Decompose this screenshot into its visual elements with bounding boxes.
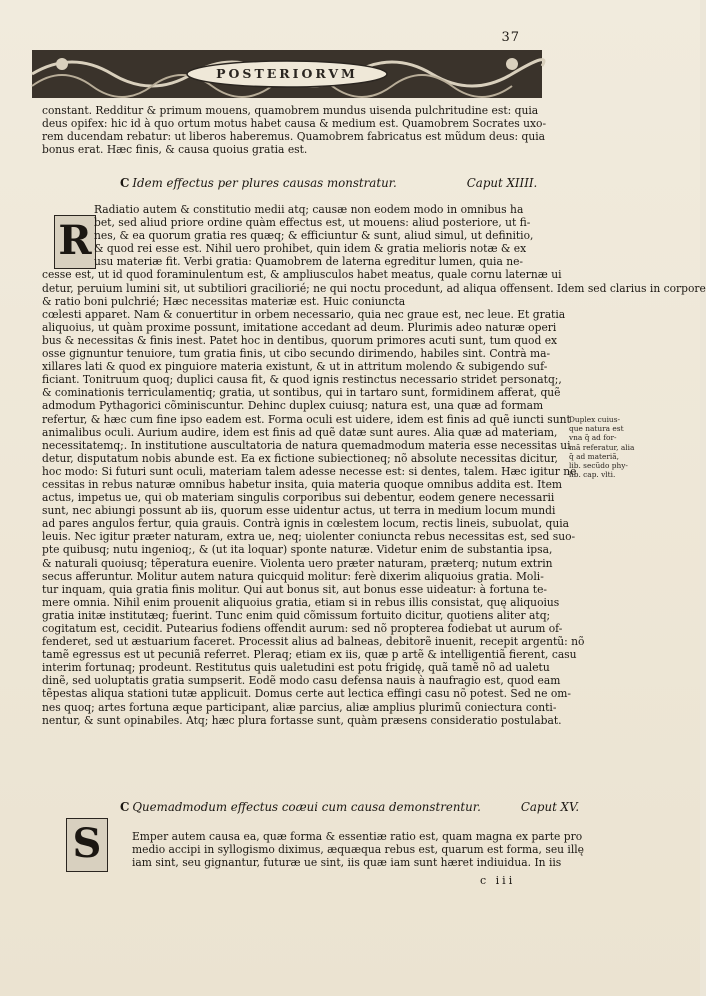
text-line: ad pares angulos fertur, quia grauis. Contrà ignis in cœlestem locum, rectis lineis, subuolat, quia bbox=[42, 517, 570, 531]
ornamental-headband bbox=[32, 46, 542, 102]
running-title: POSTERIORVM bbox=[216, 66, 358, 81]
decorated-initial bbox=[66, 818, 108, 872]
intro-paragraph bbox=[42, 104, 547, 157]
text-line: tamẽ egressus est ut pecuniã referret. Pleraq; etiam ex iis, quæ p artẽ & intelligentiã fierent, casu bbox=[42, 648, 577, 662]
text-line: admodum Pythagorici cõminiscuntur. Dehinc duplex cuiusq; natura est, una quæ ad formam bbox=[42, 399, 544, 413]
text-line: deus opifex: hic id à quo ortum motus habet causa & medium est. Quamobrem Socrates uxo- bbox=[42, 117, 547, 131]
text-line: detur, disputatum nobis abunde est. Ea ex fictione subiectioneq; nõ absolute necessitas dicitur, bbox=[42, 451, 558, 465]
text-line: cœlesti apparet. Nam & conuertitur in orbem necessario, quia nec graue est, nec leue. Et gratia bbox=[42, 307, 566, 321]
text-line: bonus erat. Hæc finis, & causa quoius gratia est. bbox=[42, 143, 308, 157]
text-line: cesse est, ut id quod foraminulentum est, & ampliusculos habet meatus, quale cornu laternæ ui bbox=[42, 268, 562, 282]
chapter-heading-xiiii bbox=[120, 176, 540, 190]
page-number: 37 bbox=[501, 30, 520, 45]
text-line: Emper autem causa ea, quæ forma & essentiæ ratio est, quam magna ex parte pro bbox=[132, 830, 583, 843]
heading-text: Quemadmodum effectus coæui cum causa demonstrentur. bbox=[132, 800, 481, 814]
margin-note-line: lib. cap. vlti. bbox=[569, 470, 616, 480]
text-line: cessitas in rebus naturæ omnibus habetur insita, quia materia quoque omnibus addita est. Item bbox=[42, 477, 563, 491]
text-line: medio accipi in syllogismo diximus, æquæqua rebus est, quarum est forma, seu illę bbox=[132, 843, 585, 857]
pilcrow-mark: C bbox=[120, 800, 130, 814]
text-line: bus & necessitas & finis inest. Patet hoc in dentibus, quorum primores acuti sunt, tum quod ex bbox=[42, 333, 558, 347]
text-line: usu materiæ fit. Verbi gratia: Quamobrem de laterna egreditur lumen, quia ne- bbox=[94, 255, 524, 269]
text-line: & naturali quoiusq; tẽperatura euenire. Violenta uero præter naturam, præterq; nutum extrin bbox=[42, 556, 553, 570]
margin-note-line: que natura est bbox=[569, 424, 624, 434]
caput-label: Caput XIIII. bbox=[466, 176, 538, 190]
marginal-note bbox=[569, 415, 659, 479]
pilcrow-mark: C bbox=[120, 176, 130, 190]
text-line: nentur, & sunt opinabiles. Atq; hæc plura fortasse sunt, quàm præsens consideratio postulabat. bbox=[42, 713, 562, 727]
margin-note-line: q̃ ad materiã, bbox=[569, 451, 619, 461]
text-line: interim fortunaq; prodeunt. Restitutus quis ualetudini est potu frigidę, quã tamẽ nõ ad ualetu bbox=[42, 661, 550, 675]
text-line: gratia initæ institutæq; fuerint. Tunc enim quid cõmissum fortuito dicitur, quotiens aliter atq; bbox=[42, 608, 551, 622]
caput-label: Caput XV. bbox=[520, 800, 580, 814]
section-xv-text bbox=[132, 830, 585, 870]
text-line: iam sint, seu gignantur, futuræ ue sint, iis quæ iam sunt hæret indiuidua. In iis bbox=[132, 856, 562, 870]
margin-note-line: lib. secũdo phy- bbox=[569, 461, 628, 471]
text-line: tẽpestas aliqua stationi tutæ applicuit. Domus certe aut lectica effingi casu nõ potest. Sed ne om- bbox=[42, 687, 572, 701]
text-line: hoc modo: Si futuri sunt oculi, materiam talem adesse necesse est: si dentes, talem. Hæc igitur ne bbox=[42, 464, 577, 478]
text-line: ficiant. Tonitruum quoq; duplici causa fit, & quod ignis restinctus necessario stridet personatq;, bbox=[42, 373, 562, 387]
margin-note-line: vna q̃ ad for- bbox=[569, 433, 617, 443]
initial-letter: S bbox=[72, 820, 102, 867]
signature-mark: c iii bbox=[480, 874, 516, 887]
text-line: xillares lati & quod ex pinguiore materia existunt, & ut in attritum molendo & subigendo suf- bbox=[42, 360, 548, 374]
text-line: necessitatemq;. In institutione auscultatoria de natura quemadmodum materia esse necessitas ui bbox=[42, 438, 571, 452]
margin-note-line: Duplex cuius- bbox=[569, 415, 620, 424]
text-line: secus afferuntur. Molitur autem natura quicquid molitur: ferè dixerim aliquoius gratia. Moli- bbox=[42, 569, 544, 583]
text-line: animalibus oculi. Aurium audire, idem est finis ad quẽ datæ sunt aures. Alia quæ ad materiam, bbox=[42, 425, 558, 439]
text-line: tur inquam, quia gratia finis molitur. Qui aut bonus sit, aut bonus esse uideatur: à fortuna te- bbox=[42, 582, 548, 596]
text-line: mere omnia. Nihil enim prouenit aliquoius gratia, etiam si in rebus illis consistat, quę aliquoius bbox=[42, 595, 560, 609]
text-line: osse gignuntur tenuiore, tum gratia finis, ut cibo secundo dirimendo, habiles sint. Contrà ma- bbox=[42, 347, 551, 361]
text-line: & quod rei esse est. Nihil uero prohibet, quin idem & gratia melioris notæ & ex bbox=[94, 242, 527, 256]
text-line: rem ducendam rebatur: ut liberos haberemus. Quamobrem fabricatus est mũdum deus: quia bbox=[42, 130, 546, 144]
text-line: & cominationis terriculamentiq; gratia, ut sontibus, qui in tartaro sunt, formidinem afferat, quẽ bbox=[42, 386, 561, 400]
heading-text: Idem effectus per plures causas monstratur. bbox=[132, 176, 397, 190]
text-line: & ratio boni pulchrié; Hæc necessitas materiæ est. Huic coniuncta bbox=[42, 294, 406, 308]
text-line: fenderet, sed ut æstuarium faceret. Processit alius ad balneas, debitorẽ inuenit, recepit argentũ: nõ bbox=[42, 635, 585, 649]
text-line: Radiatio autem & constitutio medii atq; causæ non eodem modo in omnibus ha bbox=[94, 203, 524, 216]
text-line: aliquoius, ut quàm proxime possunt, imitatione accedant ad deum. Plurimis adeo naturæ operi bbox=[42, 320, 557, 334]
text-line: detur, peruium lumini sit, ut subtiliori graciliorié; ne qui noctu procedunt, ad aliqua offensent. Idem sed clarius in corpore bbox=[42, 281, 706, 295]
text-line: dinẽ, sed uoluptatis gratia sumpserit. Eodẽ modo casu defensa nauis à naufragio est, quod eam bbox=[42, 674, 561, 688]
text-line: sunt, nec abiungi possunt ab iis, quorum esse uidentur actus, ut terra in medium locum mundi bbox=[42, 504, 556, 518]
text-line: cogitatum est, cecidit. Putearius fodiens offendit aurum: sed nõ propterea fodiebat ut aurum of- bbox=[42, 622, 563, 635]
margin-note-line: mã referatur, alia bbox=[569, 442, 635, 452]
text-line: leuis. Nec igitur præter naturam, extra ue, neq; uiolenter coniuncta rebus necessitas est, sed suo- bbox=[42, 530, 576, 544]
chapter-heading-xv bbox=[120, 800, 580, 814]
text-line: actus, impetus ue, qui ob materiam singulis corporibus sui debentur, eodem genere necessarii bbox=[42, 491, 555, 505]
text-line: refertur, & hæc cum fine ipso eadem est. Forma oculi est uidere, idem est finis ad quẽ iuncti sunt bbox=[42, 412, 571, 426]
initial-letter: R bbox=[58, 217, 92, 264]
text-line: bet, sed aliud priore ordine quàm effectus est, ut mouens: aliud posteriore, ut fi- bbox=[94, 216, 531, 230]
text-line: nes quoq; artes fortuna æque participant, aliæ parcius, aliæ amplius plurimũ coniectura conti- bbox=[42, 700, 557, 714]
text-line: pte quibusq; nutu ingenioq;, & (ut ita loquar) sponte naturæ. Videtur enim de substantia ipsa, bbox=[42, 543, 553, 557]
text-line: nes, & ea quorum gratia res quæq; & efficiuntur & sunt, aliud simul, ut definitio, bbox=[94, 229, 534, 243]
text-line: constant. Redditur & primum mouens, quamobrem mundus uisenda pulchritudine est: quia bbox=[42, 104, 539, 117]
